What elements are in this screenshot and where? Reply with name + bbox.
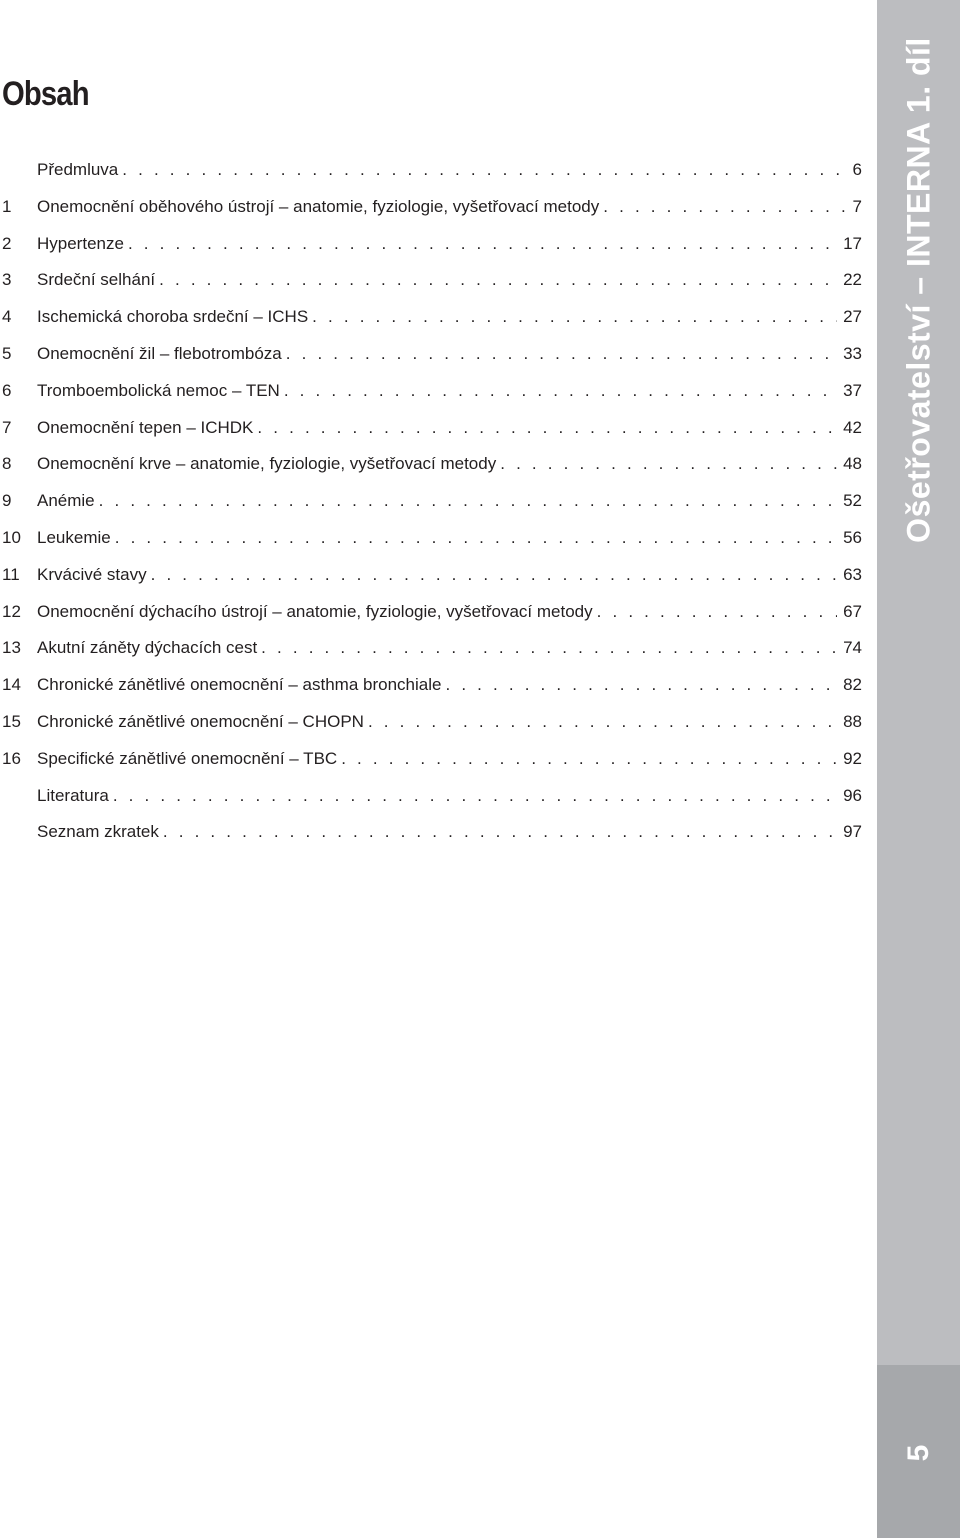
toc-dot-leader — [122, 152, 846, 189]
toc-entry[interactable] — [0, 410, 862, 447]
toc-entry-title: Onemocnění dýchacího ústrojí – anatomie, fyziologie, vyšetřovací metody — [37, 601, 593, 621]
toc-dot-leader — [113, 778, 837, 815]
toc-entry-title: Seznam zkratek — [37, 822, 159, 842]
toc-entry-page: 37 — [843, 380, 862, 400]
toc-dot-leader — [341, 741, 837, 778]
toc-entry-number: 11 — [2, 564, 20, 584]
toc-entry-number: 14 — [2, 675, 21, 695]
toc-entry-title: Chronické zánětlivé onemocnění – asthma bronchiale — [37, 675, 442, 695]
toc-entry-page: 88 — [843, 711, 862, 731]
toc-entry-page: 96 — [843, 785, 862, 805]
toc-entry[interactable] — [0, 189, 862, 226]
table-of-contents — [0, 152, 862, 851]
toc-entry-number: 2 — [2, 233, 12, 253]
side-band — [877, 0, 960, 1365]
toc-entry[interactable] — [0, 373, 862, 410]
toc-entry[interactable] — [0, 299, 862, 336]
toc-entry[interactable] — [0, 226, 862, 263]
toc-entry-number: 7 — [2, 417, 12, 437]
toc-entry[interactable] — [0, 557, 862, 594]
toc-entry-title: Předmluva — [37, 160, 119, 179]
toc-dot-leader — [163, 814, 837, 851]
toc-entry-page: 42 — [843, 417, 862, 437]
toc-entry[interactable] — [0, 336, 862, 373]
toc-entry-page: 6 — [852, 160, 862, 179]
toc-entry-title: Chronické zánětlivé onemocnění – CHOPN — [37, 711, 364, 731]
toc-entry-title: Anémie — [37, 491, 95, 511]
toc-entry-page: 97 — [843, 822, 862, 842]
toc-entry-number: 8 — [2, 454, 12, 474]
toc-entry-page: 52 — [843, 491, 862, 511]
toc-entry-page: 22 — [843, 270, 862, 290]
toc-entry[interactable] — [0, 483, 862, 520]
toc-dot-leader — [597, 594, 837, 631]
toc-entry-title: Literatura — [37, 785, 109, 805]
page-tab — [877, 1365, 960, 1538]
toc-entry-title: Hypertenze — [37, 233, 124, 253]
toc-dot-leader — [312, 299, 837, 336]
toc-dot-leader — [603, 189, 846, 226]
page-title: Obsah — [2, 75, 89, 113]
toc-entry-number: 5 — [2, 343, 12, 363]
toc-dot-leader — [500, 446, 837, 483]
toc-dot-leader — [115, 520, 837, 557]
toc-entry[interactable] — [0, 741, 862, 778]
toc-entry-number: 10 — [2, 527, 21, 547]
toc-entry-title: Tromboembolická nemoc – TEN — [37, 380, 280, 400]
side-band-title: Ošetřovatelství – INTERNA 1. díl — [900, 37, 936, 543]
toc-dot-leader — [151, 557, 837, 594]
toc-entry-title: Onemocnění tepen – ICHDK — [37, 417, 254, 437]
toc-entry-title: Onemocnění krve – anatomie, fyziologie, vyšetřovací metody — [37, 454, 497, 474]
toc-dot-leader — [159, 262, 837, 299]
toc-entry[interactable] — [0, 594, 862, 631]
toc-entry-page: 63 — [843, 564, 862, 584]
toc-entry-page: 48 — [843, 454, 862, 474]
toc-entry[interactable] — [0, 446, 862, 483]
toc-entry[interactable] — [0, 262, 862, 299]
toc-dot-leader — [261, 630, 837, 667]
toc-entry-page: 27 — [843, 307, 862, 327]
toc-entry-title: Specifické zánětlivé onemocnění – TBC — [37, 748, 338, 768]
toc-dot-leader — [445, 667, 837, 704]
toc-dot-leader — [368, 704, 837, 741]
toc-entry-title: Leukemie — [37, 527, 111, 547]
toc-entry[interactable] — [0, 630, 862, 667]
toc-entry-page: 92 — [843, 748, 862, 768]
toc-entry-page: 82 — [843, 675, 862, 695]
toc-entry-number: 3 — [2, 270, 12, 290]
toc-entry-title: Akutní záněty dýchacích cest — [37, 638, 258, 658]
toc-entry-number: 4 — [2, 307, 12, 327]
toc-entry[interactable] — [0, 814, 862, 851]
toc-entry-page: 33 — [843, 343, 862, 363]
toc-entry-number: 12 — [2, 601, 21, 621]
toc-entry-title: Krvácivé stavy — [37, 564, 147, 584]
toc-dot-leader — [286, 336, 837, 373]
toc-dot-leader — [257, 410, 837, 447]
toc-entry-page: 74 — [843, 638, 862, 658]
toc-entry-page: 56 — [843, 527, 862, 547]
toc-dot-leader — [128, 226, 837, 263]
toc-entry-number: 13 — [2, 638, 21, 658]
toc-dot-leader — [284, 373, 837, 410]
toc-entry-title: Onemocnění oběhového ústrojí – anatomie, fyziologie, vyšetřovací metody — [37, 196, 600, 216]
toc-entry[interactable] — [0, 778, 862, 815]
toc-entry[interactable] — [0, 704, 862, 741]
page-number: 5 — [901, 1444, 935, 1462]
toc-entry-title: Srdeční selhání — [37, 270, 156, 290]
toc-entry-number: 15 — [2, 711, 21, 731]
toc-entry[interactable] — [0, 667, 862, 704]
toc-entry-number: 6 — [2, 380, 12, 400]
toc-entry[interactable] — [0, 152, 862, 189]
toc-entry-title: Ischemická choroba srdeční – ICHS — [37, 307, 309, 327]
toc-entry-number: 9 — [2, 491, 12, 511]
toc-entry-page: 17 — [843, 233, 862, 253]
toc-dot-leader — [99, 483, 837, 520]
toc-entry-number: 16 — [2, 748, 21, 768]
toc-entry-page: 67 — [843, 601, 862, 621]
toc-entry-title: Onemocnění žil – flebotrombóza — [37, 343, 282, 363]
toc-entry-page: 7 — [852, 196, 862, 216]
toc-entry[interactable] — [0, 520, 862, 557]
toc-entry-number: 1 — [2, 196, 12, 216]
